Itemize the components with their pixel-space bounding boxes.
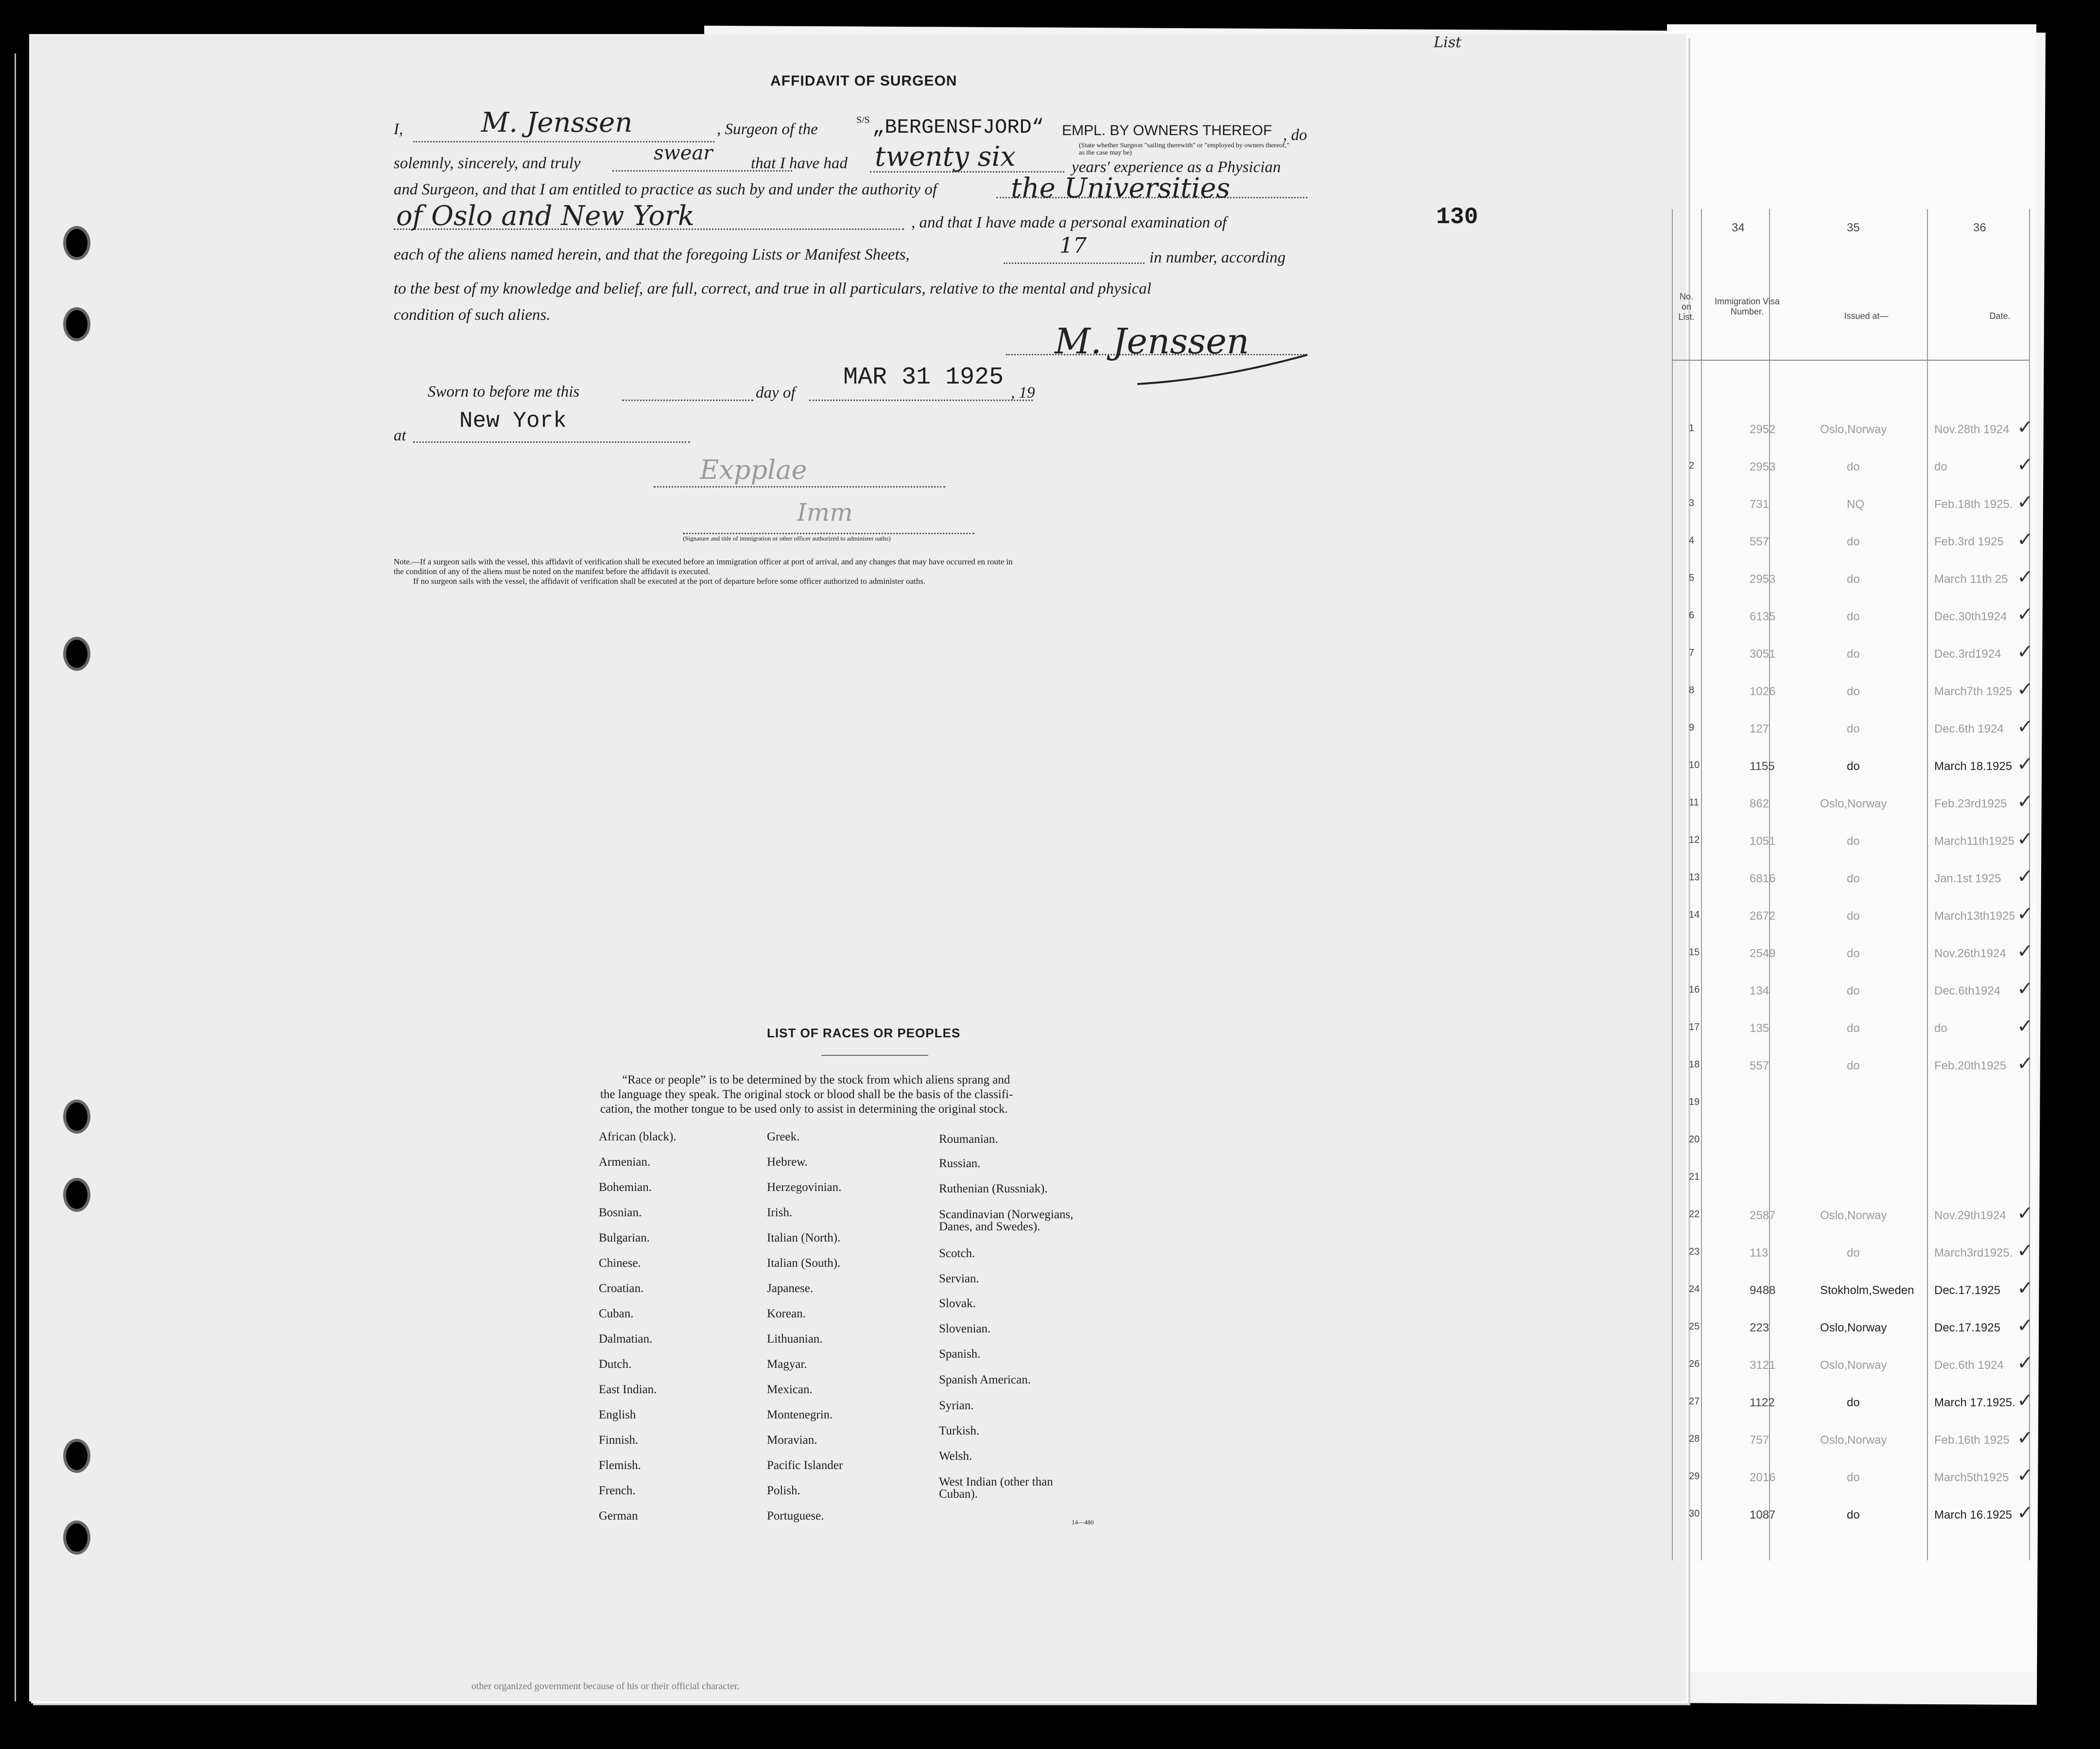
visa-number: 557 (1750, 535, 1770, 548)
race-entry: Roumanian. (939, 1133, 998, 1146)
surgeon-signature: M. Jenssen (1055, 321, 1250, 362)
check-mark: ✓ (2017, 491, 2033, 513)
sworn-a: Sworn to before me this (428, 383, 580, 401)
line2-a: solemnly, sincerely, and truly (394, 155, 581, 172)
row-number: 11 (1689, 797, 1699, 808)
visa-number: 2549 (1750, 947, 1776, 960)
row-number: 20 (1689, 1134, 1700, 1145)
race-entry: Syrian. (939, 1399, 974, 1412)
check-mark: ✓ (2017, 978, 2033, 999)
issued-at: do (1847, 947, 1860, 960)
issued-at: Stokholm,Sweden (1820, 1284, 1914, 1297)
race-entry: Flemish. (599, 1459, 641, 1472)
row-number: 3 (1689, 498, 1695, 508)
issue-date: do (1934, 460, 1947, 473)
line1-end: , do (1283, 126, 1307, 144)
years-handwritten: twenty six (875, 141, 1016, 173)
officer-caption: (Signature and title of immigration or other officer authorized to administer oaths) (683, 535, 891, 542)
column-number: 35 (1847, 221, 1860, 234)
visa-number: 2952 (1750, 423, 1776, 436)
race-entry: Russian. (939, 1157, 981, 1170)
form-number: 14—480 (1072, 1519, 1094, 1526)
signature-flourish (1132, 350, 1317, 394)
races-intro-2: the language they speak. The original stock or blood shall be the basis of the classifi- (600, 1088, 1013, 1101)
punch-hole (63, 1100, 90, 1134)
issued-at: do (1847, 1059, 1860, 1072)
visa-number: 862 (1750, 797, 1770, 810)
issued-at: do (1847, 573, 1860, 586)
sheets-count-handwritten: 17 (1059, 233, 1087, 258)
check-mark: ✓ (2017, 416, 2033, 438)
issued-at: do (1847, 909, 1860, 923)
check-mark: ✓ (2017, 1015, 2033, 1037)
race-entry: Spanish. (939, 1347, 981, 1361)
row-number: 7 (1689, 647, 1695, 658)
sworn-day-rule (622, 400, 753, 401)
issue-date: Nov.26th1924 (1934, 947, 2006, 960)
line1-prefix: I, (394, 121, 403, 138)
race-entry: Dutch. (599, 1358, 632, 1371)
race-entry: Lithuanian. (767, 1332, 823, 1346)
row-number: 17 (1689, 1022, 1700, 1032)
punch-hole (63, 1521, 90, 1555)
race-entry: Korean. (767, 1307, 806, 1320)
line6: to the best of my knowledge and belief, are full, correct, and true in all particulars, relative to the mental and physical (394, 280, 1151, 297)
row-number: 24 (1689, 1284, 1700, 1294)
issued-at: do (1847, 647, 1860, 661)
race-entry: Turkish. (939, 1424, 980, 1437)
issued-at: do (1847, 872, 1860, 885)
line2-c: years' experience as a Physician (1072, 158, 1281, 176)
issue-date: Nov.29th1924 (1934, 1209, 2006, 1222)
issued-at: NQ (1847, 498, 1864, 511)
issued-at: do (1847, 760, 1860, 773)
issued-at: Oslo,Norway (1820, 423, 1887, 436)
punch-hole (63, 1178, 90, 1212)
officer-signature-1: Expplae (700, 455, 807, 485)
column-rule (1701, 209, 1702, 1560)
sworn-c: , 19 (1011, 384, 1035, 402)
check-mark: ✓ (2017, 566, 2033, 588)
check-mark: ✓ (2017, 1352, 2033, 1374)
check-mark: ✓ (2017, 1202, 2033, 1224)
check-mark: ✓ (2017, 641, 2033, 663)
row-number: 6 (1689, 610, 1695, 621)
row-number: 10 (1689, 760, 1700, 770)
issue-date: March7th 1925 (1934, 685, 2013, 698)
issued-at: Oslo,Norway (1820, 1359, 1887, 1372)
race-entry: Finnish. (599, 1434, 639, 1447)
header-rule (1672, 360, 2029, 361)
check-mark: ✓ (2017, 454, 2033, 475)
issued-at: do (1847, 835, 1860, 848)
race-entry: Danes, and Swedes). (939, 1220, 1041, 1233)
race-entry: French. (599, 1484, 636, 1497)
ship-name: „BERGENSFJORD“ (872, 116, 1044, 139)
race-entry: Chinese. (599, 1257, 641, 1270)
authority-handwritten-1: the Universities (1011, 173, 1231, 204)
row-number: 26 (1689, 1359, 1700, 1369)
row-number: 18 (1689, 1059, 1700, 1070)
row-number: 1 (1689, 423, 1695, 434)
race-entry: Cuban. (599, 1307, 634, 1320)
check-mark: ✓ (2017, 528, 2033, 550)
row-number: 30 (1689, 1508, 1700, 1519)
races-title: LIST OF RACES OR PEOPLES (767, 1026, 961, 1040)
issue-date: Feb.23rd1925 (1934, 797, 2007, 810)
column-number: 36 (1973, 221, 1986, 234)
visa-number: 3051 (1750, 647, 1776, 661)
race-entry: Bosnian. (599, 1206, 642, 1219)
line2-b: that I have had (751, 155, 848, 172)
race-entry: Slovak. (939, 1297, 976, 1310)
visa-number: 2672 (1750, 909, 1776, 923)
check-mark: ✓ (2017, 865, 2033, 887)
sworn-b: day of (756, 384, 796, 402)
line5-a: each of the aliens named herein, and that the foregoing Lists or Manifest Sheets, (394, 246, 910, 263)
visa-number: 1122 (1750, 1396, 1775, 1409)
ship-prefix: S/S (856, 115, 870, 125)
visa-number: 135 (1750, 1022, 1770, 1035)
bottom-fragment: other organized government because of his or their official character. (471, 1681, 740, 1692)
check-mark: ✓ (2017, 1389, 2033, 1411)
visa-number: 731 (1750, 498, 1770, 511)
sworn-date-stamp: MAR 31 1925 (843, 364, 1004, 391)
issued-at: do (1847, 610, 1860, 623)
issued-at: do (1847, 722, 1860, 735)
check-mark: ✓ (2017, 1427, 2033, 1449)
issue-date: Nov.28th 1924 (1934, 423, 2010, 436)
row-number: 21 (1689, 1172, 1700, 1182)
at-label: at (394, 427, 406, 444)
race-entry: Welsh. (939, 1450, 972, 1463)
race-entry: Herzegovinian. (767, 1181, 842, 1194)
race-entry: Spanish American. (939, 1373, 1031, 1386)
column-number: 34 (1732, 221, 1745, 234)
check-mark: ✓ (2017, 1277, 2033, 1299)
check-mark: ✓ (2017, 790, 2033, 812)
race-entry: Greek. (767, 1130, 800, 1143)
race-entry: West Indian (other than (939, 1475, 1053, 1488)
visa-number: 134 (1750, 984, 1770, 997)
column-rule (1672, 209, 1673, 1560)
visa-number: 3121 (1750, 1359, 1776, 1372)
check-mark: ✓ (2017, 828, 2033, 850)
visa-number: 6816 (1750, 872, 1776, 885)
check-mark: ✓ (2017, 1314, 2033, 1336)
race-entry: Polish. (767, 1484, 800, 1497)
race-entry: Croatian. (599, 1282, 644, 1295)
race-entry: Montenegrin. (767, 1408, 833, 1421)
race-entry: Bulgarian. (599, 1231, 650, 1244)
visa-number: 113 (1750, 1246, 1769, 1259)
sworn-date-rule (809, 400, 1033, 401)
race-entry: Japanese. (767, 1282, 814, 1295)
row-number: 12 (1689, 835, 1700, 845)
officer-rule-2 (683, 533, 974, 534)
row-number: 29 (1689, 1471, 1700, 1482)
employment: EMPL. BY OWNERS THEREOF (1062, 122, 1272, 139)
issue-date: Dec.30th1924 (1934, 610, 2007, 623)
race-entry: Dalmatian. (599, 1332, 653, 1346)
issued-at: do (1847, 1508, 1860, 1522)
issued-at: do (1847, 1246, 1860, 1259)
issued-at: do (1847, 685, 1860, 698)
visa-number: 2587 (1750, 1209, 1776, 1222)
right-manifest-sheet (1667, 24, 2036, 1672)
race-entry: Mexican. (767, 1383, 813, 1396)
row-number: 14 (1689, 909, 1700, 920)
visa-number: 1026 (1750, 685, 1776, 698)
row-number: 23 (1689, 1246, 1700, 1257)
race-entry: Magyar. (767, 1358, 807, 1371)
sheets-rule (1004, 262, 1145, 264)
race-entry: Scandinavian (Norwegians, (939, 1208, 1074, 1221)
officer-signature-2: Imm (797, 498, 853, 526)
line5-b: in number, according (1149, 249, 1286, 266)
visa-number: 127 (1750, 722, 1770, 735)
visa-number: 9488 (1750, 1284, 1776, 1297)
race-entry: German (599, 1509, 638, 1522)
place-rule (413, 441, 690, 443)
check-mark: ✓ (2017, 716, 2033, 737)
check-mark: ✓ (2017, 678, 2033, 700)
visa-number: 557 (1750, 1059, 1770, 1072)
column-header: Issued at— (1844, 311, 1889, 321)
race-entry: Moravian. (767, 1434, 817, 1447)
line1-mid: , Surgeon of the (717, 121, 818, 138)
issued-at: Oslo,Norway (1820, 1321, 1887, 1334)
race-entry: Irish. (767, 1206, 793, 1219)
column-header: No. on List. (1678, 292, 1695, 322)
visa-number: 6135 (1750, 610, 1776, 623)
check-mark: ✓ (2017, 940, 2033, 962)
column-header: Date. (1989, 311, 2011, 321)
race-entry: Slovenian. (939, 1322, 991, 1335)
issue-date: March3rd1925. (1934, 1246, 2013, 1259)
race-entry: Italian (South). (767, 1257, 841, 1270)
line3-a: and Surgeon, and that I am entitled to practice as such by and under the authority of (394, 181, 937, 198)
issued-at: Oslo,Norway (1820, 1434, 1887, 1447)
place-stamp: New York (459, 408, 567, 434)
issued-at: do (1847, 535, 1860, 548)
issued-at: Oslo,Norway (1820, 797, 1887, 810)
issue-date: Feb.18th 1925. (1934, 498, 2013, 511)
races-intro-1: “Race or people” is to be determined by the stock from which aliens sprang and (622, 1073, 1010, 1086)
list-corner-label: List (1434, 34, 1461, 51)
check-mark: ✓ (2017, 903, 2033, 925)
row-number: 22 (1689, 1209, 1700, 1220)
issued-at: do (1847, 1471, 1860, 1484)
line7: condition of such aliens. (394, 306, 551, 324)
race-entry: Ruthenian (Russniak). (939, 1182, 1048, 1195)
issued-at: Oslo,Norway (1820, 1209, 1887, 1222)
check-mark: ✓ (2017, 753, 2033, 775)
issue-date: Dec.6th 1924 (1934, 1359, 2004, 1372)
officer-rule-1 (654, 486, 945, 488)
row-number: 15 (1689, 947, 1700, 958)
issue-date: Dec.6th1924 (1934, 984, 2001, 997)
affidavit-title: AFFIDAVIT OF SURGEON (770, 73, 957, 89)
row-number: 13 (1689, 872, 1700, 883)
check-mark: ✓ (2017, 603, 2033, 625)
row-number: 2 (1689, 460, 1695, 471)
race-entry: Portuguese. (767, 1509, 824, 1522)
race-entry: English (599, 1408, 636, 1421)
check-mark: ✓ (2017, 1464, 2033, 1486)
page-number: 130 (1436, 204, 1478, 230)
surgeon-name-handwritten: M. Jenssen (481, 107, 633, 139)
issued-at: do (1847, 460, 1860, 473)
race-entry: Italian (North). (767, 1231, 841, 1244)
row-number: 9 (1689, 722, 1695, 733)
row-number: 8 (1689, 685, 1695, 696)
race-entry: Servian. (939, 1272, 979, 1285)
issued-at: do (1847, 984, 1860, 997)
note-line-2: the condition of any of the aliens must be noted on the manifest before the affidavit is executed. (394, 567, 711, 576)
race-entry: Pacific Islander (767, 1459, 843, 1472)
visa-number: 1087 (1750, 1508, 1776, 1522)
race-entry: African (black). (599, 1130, 677, 1143)
issue-date: March 16.1925 (1934, 1508, 2013, 1522)
issue-date: Jan.1st 1925 (1934, 872, 2001, 885)
row-number: 27 (1689, 1396, 1700, 1407)
issue-date: Dec.17.1925 (1934, 1284, 2001, 1297)
issue-date: March 17.1925. (1934, 1396, 2015, 1409)
issue-date: March13th1925 (1934, 909, 2015, 923)
issue-date: do (1934, 1022, 1947, 1035)
issue-date: Feb.3rd 1925 (1934, 535, 2004, 548)
row-number: 28 (1689, 1434, 1700, 1444)
race-entry: Scotch. (939, 1247, 975, 1260)
race-entry: Hebrew. (767, 1155, 808, 1169)
employment-note: (State whether Surgeon "sailing therewith" or "employed by owners thereof," as the case may be) (1079, 142, 1290, 157)
row-number: 5 (1689, 573, 1695, 583)
issue-date: March 11th 25 (1934, 573, 2008, 586)
issue-date: March 18.1925 (1934, 760, 2013, 773)
column-rule (1927, 209, 1928, 1560)
punch-hole (63, 226, 90, 260)
issue-date: Dec.3rd1924 (1934, 647, 2001, 661)
line4-b: , and that I have made a personal examination of (911, 214, 1227, 231)
visa-number: 2953 (1750, 460, 1776, 473)
oath-handwritten: swear (654, 142, 713, 164)
visa-number: 2953 (1750, 573, 1776, 586)
note-line-1: Note.—If a surgeon sails with the vessel, this affidavit of verification shall be executed before an immigration officer at port of arrival, and any changes that may have occurred en route in (394, 557, 1013, 566)
check-mark: ✓ (2017, 1052, 2033, 1074)
issue-date: Dec.17.1925 (1934, 1321, 2001, 1334)
issued-at: do (1847, 1396, 1860, 1409)
punch-hole (63, 307, 90, 341)
issued-at: do (1847, 1022, 1860, 1035)
check-mark: ✓ (2017, 1240, 2033, 1261)
issue-date: Feb.16th 1925 (1934, 1434, 2010, 1447)
visa-number: 223 (1750, 1321, 1770, 1334)
issue-date: March11th1925 (1934, 835, 2014, 848)
races-title-rule (821, 1055, 928, 1056)
issue-date: Dec.6th 1924 (1934, 722, 2004, 735)
visa-number: 757 (1750, 1434, 1770, 1447)
authority-handwritten-2: of Oslo and New York (396, 200, 694, 232)
note-line-3: If no surgeon sails with the vessel, the affidavit of verification shall be executed at the port of departure before some officer authorized to administer oaths. (413, 577, 926, 586)
row-number: 4 (1689, 535, 1695, 546)
row-number: 19 (1689, 1097, 1700, 1107)
row-number: 25 (1689, 1321, 1700, 1332)
visa-number: 1051 (1750, 835, 1776, 848)
race-entry: Armenian. (599, 1155, 651, 1169)
issue-date: Feb.20th1925 (1934, 1059, 2007, 1072)
race-entry: Bohemian. (599, 1181, 652, 1194)
punch-hole (63, 637, 90, 671)
visa-number: 2016 (1750, 1471, 1776, 1484)
race-entry: Cuban). (939, 1487, 978, 1501)
visa-number: 1155 (1750, 760, 1775, 773)
row-number: 16 (1689, 984, 1700, 995)
race-entry: East Indian. (599, 1383, 657, 1396)
races-intro-3: cation, the mother tongue to be used only to assist in determining the original stock. (600, 1102, 1008, 1116)
column-header: Immigration Visa Number. (1715, 297, 1780, 316)
check-mark: ✓ (2017, 1502, 2033, 1523)
punch-hole (63, 1439, 90, 1473)
issue-date: March5th1925 (1934, 1471, 2009, 1484)
